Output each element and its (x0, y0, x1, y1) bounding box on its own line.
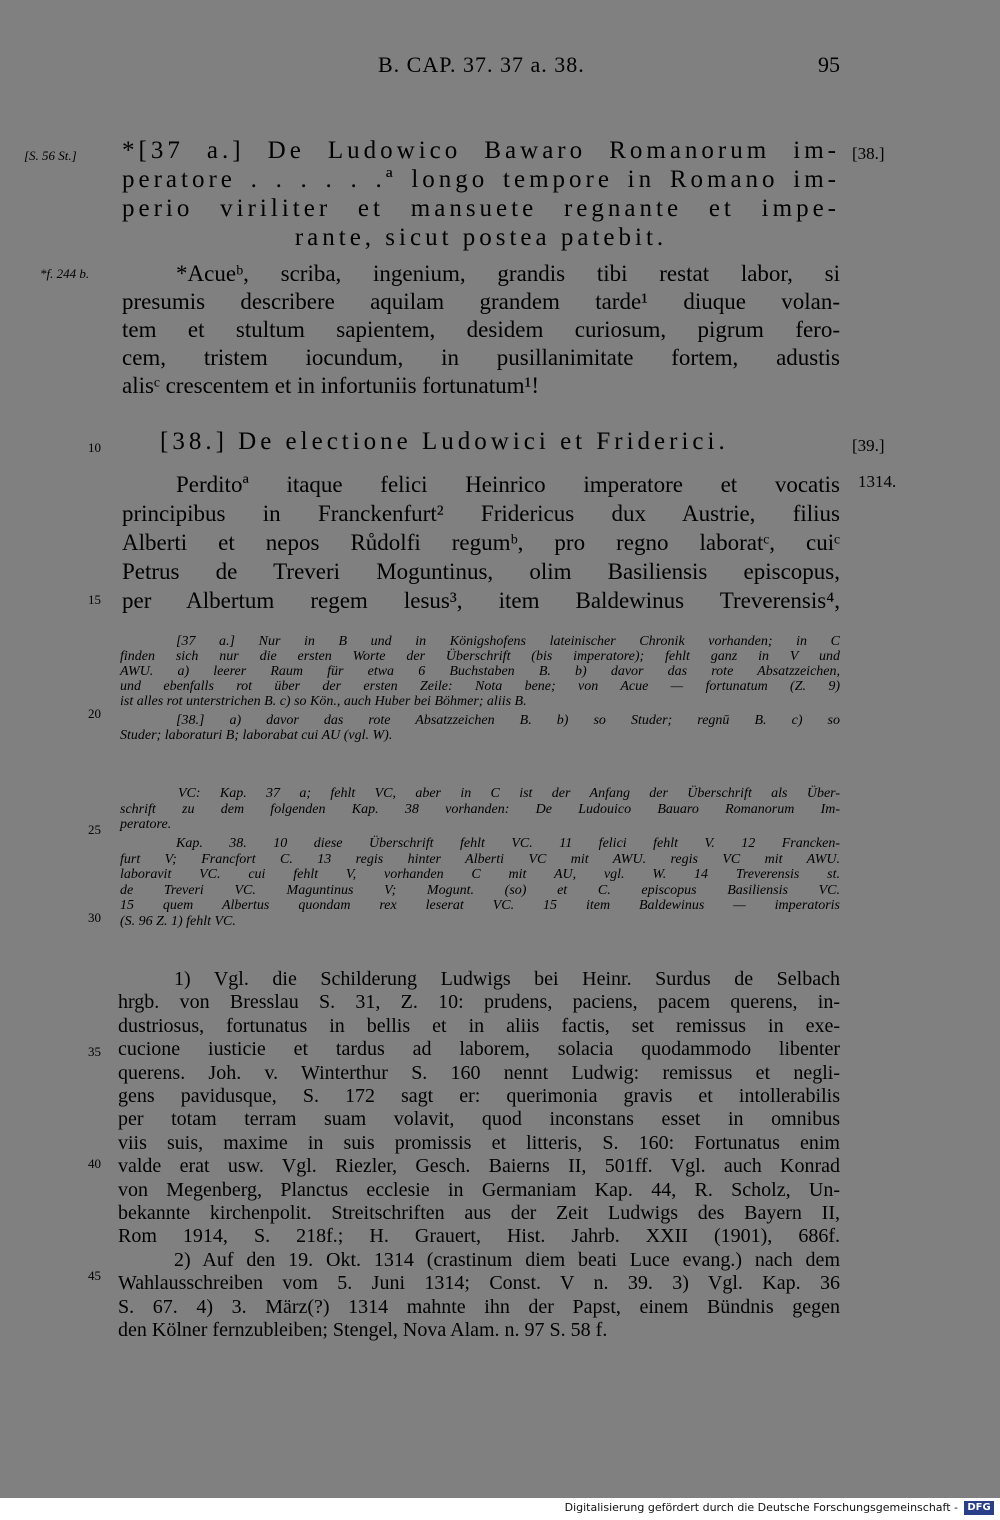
vc-line: (S. 96 Z. 1) fehlt VC. (120, 913, 236, 929)
text-line: tem et stultum sapientem, desidem curiosum, pigrum fero- (122, 317, 840, 342)
apparatus-line: AWU. a) leerer Raum für etwa 6 Buchstaben B. b) davor das rote Absatzzeichen, (120, 664, 840, 679)
funding-notice: Digitalisierung gefördert durch die Deutsche Forschungsgemeinschaft - (564, 1501, 958, 1514)
margin-chapter-ref-39: [39.] (852, 436, 885, 455)
footnote-line: cucione iusticie et tardus ad laborem, solacia quodammodo libenter (118, 1038, 840, 1061)
footnote-line: Rom 1914, S. 218f.; H. Grauert, Hist. Jahrb. XXII (1901), 686f. (118, 1225, 840, 1248)
footnote-line: S. 67. 4) 3. März(?) 1314 mahnte ihn der Papst, einem Bündnis gegen (118, 1295, 840, 1318)
dfg-logo: DFG (964, 1501, 994, 1515)
footnote-line: querens. Joh. v. Winterthur S. 160 nennt Ludwig: remissus et negli- (118, 1061, 840, 1084)
text-line: Alberti et nepos Růdolfi regumᵇ, pro regno laboratᶜ, cuiᶜ (122, 530, 840, 555)
footer-bar (0, 1498, 1000, 1520)
footnote-line: viis suis, maxime in suis promissis et litteris, S. 160: Fortunatus enim (118, 1131, 840, 1154)
line-number: 10 (88, 440, 101, 455)
footnote-line: hrgb. von Bresslau S. 31, Z. 10: prudens, paciens, pacem querens, in- (118, 991, 840, 1014)
margin-edition-ref: [S. 56 St.] (24, 148, 77, 163)
footnote-line: 1) Vgl. die Schilderung Ludwigs bei Heinr. Surdus de Selbach (174, 968, 840, 990)
heading-line: peratore . . . . . .ª longo tempore in Romano im- (122, 166, 840, 193)
line-number: 45 (88, 1268, 101, 1283)
line-number: 40 (88, 1156, 101, 1171)
line-number: 20 (88, 706, 101, 721)
text-line: principibus in Franckenfurt² Fridericus dux Austrie, filius (122, 501, 840, 526)
running-title: B. CAP. 37. 37 a. 38. (378, 52, 585, 77)
text-line: per Albertum regem lesus³, item Baldewinus Treverensis⁴, (122, 588, 840, 613)
apparatus-line: [38.] a) davor das rote Absatzzeichen B. b) so Studer; regnū B. c) so (176, 713, 840, 728)
apparatus-line: finden sich nur die ersten Worte der Überschrift (bis imperatore); fehlt ganz in V und (120, 649, 840, 664)
vc-line: furt V; Francfort C. 13 regis hinter Alberti VC mit AWU. regis VC mit AWU. (120, 851, 840, 867)
text-line: Petrus de Treveri Moguntinus, olim Basiliensis episcopus, (122, 559, 840, 584)
vc-line: laboravit VC. cui fehlt V, vorhanden C mit AU, vgl. W. 14 Treverensis st. (120, 867, 840, 882)
footnote-line: Wahlausschreiben vom 5. Juni 1314; Const. V n. 39. 3) Vgl. Kap. 36 (118, 1272, 840, 1295)
footnote-line: valde erat usw. Vgl. Riezler, Gesch. Baierns II, 501ff. Vgl. auch Konrad (118, 1155, 840, 1178)
page-number: 95 (818, 52, 840, 77)
apparatus-line: [37 a.] Nur in B und in Königshofens lateinischer Chronik vorhanden; in C (176, 634, 840, 649)
chapter-38-heading: [38.] De electione Ludowici et Friderici. (160, 428, 729, 455)
text-line: presumis describere aquilam grandem tarde¹ diuque volan- (122, 289, 840, 314)
footnote-line: dustriosus, fortunatus in bellis et in aliis factis, set remissus in exe- (118, 1014, 840, 1037)
text-line: alisᶜ crescentem et in infortuniis fortunatum¹! (122, 373, 540, 398)
heading-line: rante, sicut postea patebit. (294, 224, 668, 251)
apparatus-line: Studer; laboraturi B; laborabat cui AU (vgl. W). (120, 728, 393, 743)
heading-line: *[37 a.] De Ludowico Bawaro Romanorum im- (122, 137, 840, 164)
margin-folio-ref: *f. 244 b. (40, 266, 90, 281)
apparatus-line: ist alles rot unterstrichen B. c) so Kön., auch Huber bei Böhmer; aliis B. (120, 694, 527, 709)
margin-year: 1314. (858, 472, 897, 491)
running-header (120, 52, 840, 82)
footnote-line: von Megenberg, Planctus ecclesie in Germaniam Kap. 44, R. Scholz, Un- (118, 1178, 840, 1201)
footnote-line: gens pavidusque, S. 172 sagt er: querimonia gravis et intollerabilis (118, 1085, 840, 1107)
heading-line: perio viriliter et mansuete regnante et impe- (122, 195, 840, 222)
text-line: cem, tristem iocundum, in pusillanimitate fortem, adustis (122, 345, 840, 370)
vc-line: peratore. (120, 817, 172, 832)
line-number: 30 (88, 910, 101, 925)
vc-line: schrift zu dem folgenden Kap. 38 vorhanden: De Ludouico Bauaro Romanorum Im- (120, 801, 840, 817)
footnote-line: bekannte kirchenpolit. Streitschriften aus der Zeit Ludwigs des Bayern II, (118, 1202, 840, 1224)
vc-line: Kap. 38. 10 diese Überschrift fehlt VC. 11 felici fehlt V. 12 Francken- (176, 836, 840, 851)
line-number: 25 (88, 822, 101, 837)
vc-line: 15 quem Albertus quondam rex leserat VC. 15 item Baldewinus — imperatoris (120, 898, 840, 913)
line-number: 35 (88, 1044, 101, 1059)
apparatus-line: und ebenfalls rot über der ersten Zeile: Nota bene; von Acue — fortunatum (Z. 9) (120, 679, 840, 694)
vc-line: de Treveri VC. Maguntinus V; Mogunt. (so) et C. episcopus Basiliensis VC. (120, 882, 840, 898)
footnote-line: per totam terram suam volavit, quod inconstans esset in omnibus (118, 1108, 840, 1131)
margin-chapter-ref-38: [38.] (852, 144, 885, 163)
vc-line: VC: Kap. 37 a; fehlt VC, aber in C ist der Anfang der Überschrift als Über- (178, 786, 840, 801)
text-line: *Acueᵇ, scriba, ingenium, grandis tibi restat labor, si (176, 261, 840, 286)
footnote-line: den Kölner fernzubleiben; Stengel, Nova Alam. n. 97 S. 58 f. (118, 1319, 608, 1341)
footnote-line: 2) Auf den 19. Okt. 1314 (crastinum diem beati Luce evang.) nach dem (174, 1248, 840, 1271)
line-number: 15 (88, 592, 101, 607)
text-line: Perditoª itaque felici Heinrico imperatore et vocatis (176, 472, 840, 497)
